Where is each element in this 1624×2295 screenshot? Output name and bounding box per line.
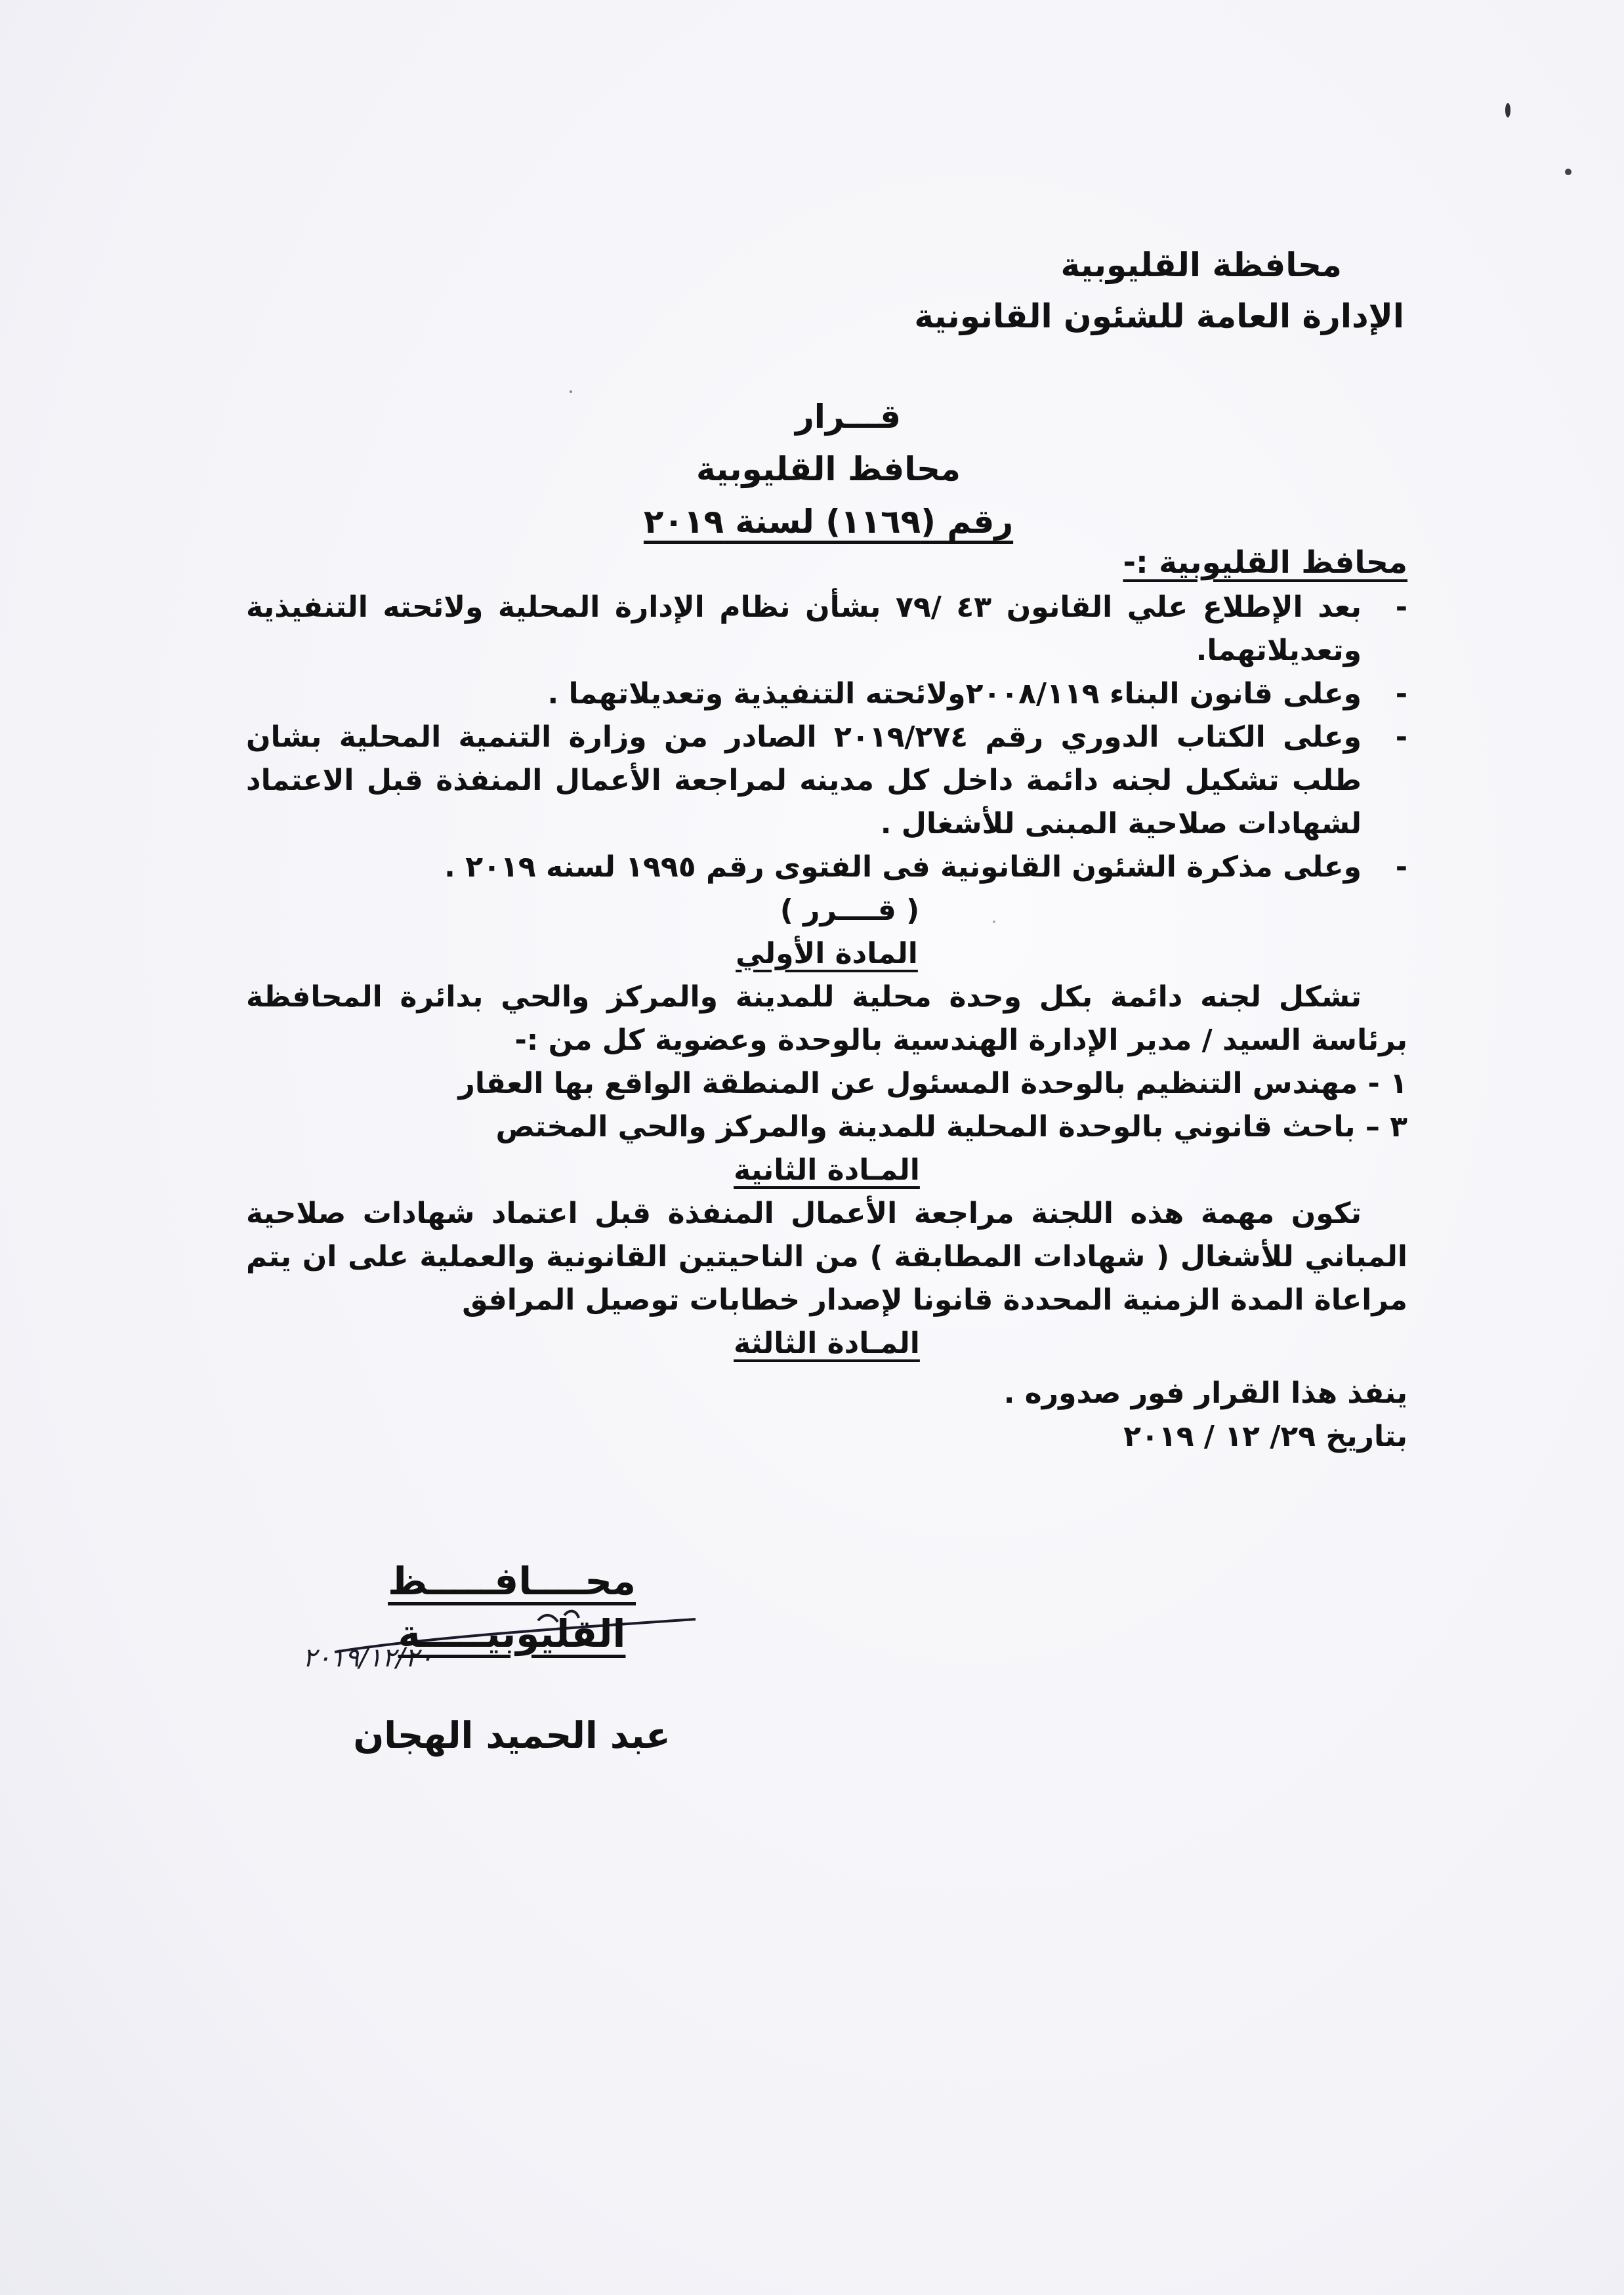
decree-body (246, 541, 1407, 1458)
preamble-item (246, 672, 1407, 716)
preamble-item (246, 846, 1407, 889)
article-2-heading: المـادة الثانية (734, 1153, 920, 1187)
article-3-text: ينفذ هذا القرار فور صدوره . (1003, 1376, 1407, 1410)
signature-block (341, 1555, 682, 1762)
preamble-text: وعلى الكتاب الدوري رقم ٢٠١٩/٢٧٤ الصادر من وزارة التنمية المحلية بشان طلب تشكيل لجنه دائمة داخل كل مدينه لمراجعة الأعمال المنفذة قبل الاعتماد لشهادات صلاحية المبنى للأشغال . (246, 720, 1362, 840)
committee-member-2: ٣ – باحث قانوني بالوحدة المحلية للمدينة والمركز والحي المختص (495, 1110, 1407, 1144)
preamble-text: وعلى قانون البناء ٢٠٠٨/١١٩ولائحته التنفيذية وتعديلاتهما . (547, 677, 1362, 711)
article-3-heading: المـادة الثالثة (734, 1327, 920, 1360)
preamble-item (246, 716, 1407, 846)
decision-word: ( قــــرر ) (780, 894, 920, 927)
governorate-name: محافظة القليوبية (1060, 246, 1342, 284)
dash-bullet: - (1395, 590, 1407, 624)
preamble-text: وعلى مذكرة الشئون القانونية فى الفتوى رقم ١٩٩٥ لسنه ٢٠١٩ . (444, 850, 1362, 884)
dash-bullet: - (1395, 850, 1407, 884)
article-2-text: تكون مهمة هذه اللجنة مراجعة الأعمال المنفذة قبل اعتماد شهادات صلاحية المباني للأشغال ( شهادات المطابقة ) من الناحيتين القانونية والعملية على ان يتم مراعاة المدة الزمنية المحددة قانونا لإصدار خطابات توصيل المرافق (246, 1197, 1407, 1317)
dash-bullet: - (1395, 720, 1407, 754)
article-1-heading: المادة الأولي (736, 937, 918, 970)
preamble-text: بعد الإطلاع علي القانون ٤٣ /٧٩ بشأن نظام الإدارة المحلية ولائحته التنفيذية وتعديلاتهما. (246, 590, 1362, 667)
dash-bullet: - (1395, 677, 1407, 711)
committee-member-1: ١ - مهندس التنظيم بالوحدة المسئول عن المنطقة الواقع بها العقار (458, 1067, 1407, 1100)
decree-title (0, 390, 1624, 548)
preamble-list (246, 586, 1407, 889)
preamble-item (246, 586, 1407, 672)
letterhead (914, 239, 1404, 342)
decree-number: رقم (١١٦٩) لسنة ٢٠١٩ (643, 503, 1014, 541)
signatory-name: عبد الحميد الهجان (353, 1714, 671, 1756)
intro-line: محافظ القليوبية :- (1123, 545, 1407, 581)
handwritten-date: ٢٠١٩/١٢/٢٠ (302, 1643, 433, 1673)
signatory-role: محــــافـــــظ القليوبيـــــة (388, 1559, 636, 1656)
article-1-text: تشكل لجنه دائمة بكل وحدة محلية للمدينة والمركز والحي بدائرة المحافظة برئاسة السيد / مدير الإدارة الهندسية بالوحدة وعضوية كل من :- (246, 980, 1407, 1057)
governor-title: محافظ القليوبية (696, 450, 961, 488)
decree-label: قـــرار (795, 398, 902, 436)
department-name: الإدارة العامة للشئون القانونية (914, 297, 1404, 335)
decree-date: بتاريخ ٢٩/ ١٢ / ٢٠١٩ (1123, 1420, 1407, 1453)
